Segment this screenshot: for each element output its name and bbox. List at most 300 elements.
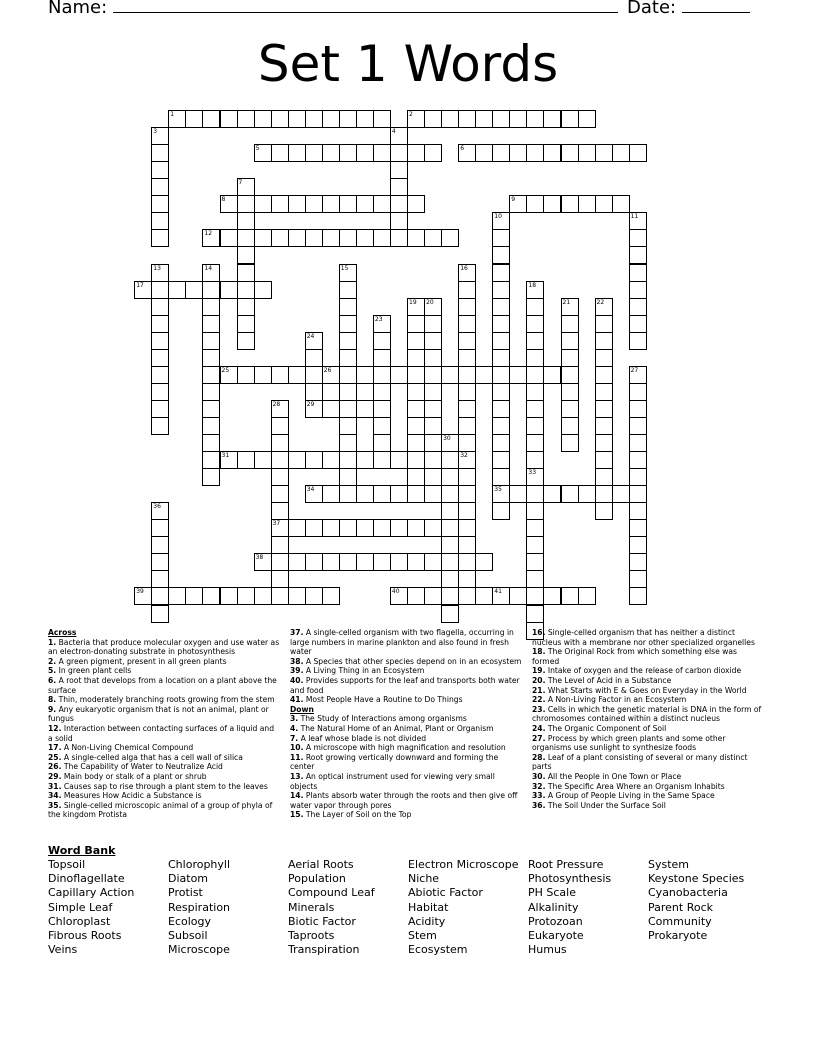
grid-cell[interactable] <box>629 246 647 264</box>
grid-cell[interactable] <box>339 298 357 316</box>
grid-cell[interactable] <box>561 110 579 128</box>
grid-cell[interactable] <box>373 519 391 537</box>
grid-cell[interactable] <box>526 110 544 128</box>
grid-cell[interactable] <box>526 400 544 418</box>
grid-cell[interactable] <box>612 195 630 213</box>
grid-cell[interactable] <box>458 519 476 537</box>
grid-cell[interactable] <box>526 144 544 162</box>
grid-cell[interactable] <box>458 281 476 299</box>
grid-cell[interactable] <box>441 536 459 554</box>
grid-cell[interactable] <box>237 332 255 350</box>
grid-cell[interactable] <box>612 485 630 503</box>
grid-cell[interactable] <box>220 110 238 128</box>
grid-cell[interactable] <box>492 144 510 162</box>
grid-cell[interactable] <box>305 383 323 401</box>
grid-cell[interactable] <box>373 366 391 384</box>
grid-cell[interactable] <box>629 298 647 316</box>
grid-cell[interactable] <box>390 178 408 196</box>
grid-cell[interactable] <box>356 553 374 571</box>
grid-cell[interactable] <box>441 502 459 520</box>
grid-cell[interactable] <box>424 383 442 401</box>
grid-cell[interactable] <box>202 332 220 350</box>
grid-cell[interactable] <box>629 315 647 333</box>
grid-cell[interactable] <box>322 144 340 162</box>
grid-cell[interactable] <box>629 536 647 554</box>
grid-cell[interactable] <box>492 451 510 469</box>
grid-cell[interactable] <box>373 383 391 401</box>
grid-cell[interactable] <box>373 451 391 469</box>
grid-cell[interactable] <box>629 570 647 588</box>
grid-cell[interactable] <box>202 349 220 367</box>
grid-cell[interactable] <box>407 315 425 333</box>
grid-cell[interactable] <box>475 366 493 384</box>
grid-cell[interactable] <box>509 485 527 503</box>
grid-cell[interactable] <box>322 195 340 213</box>
grid-cell[interactable] <box>509 144 527 162</box>
grid-cell[interactable] <box>441 110 459 128</box>
grid-cell[interactable] <box>595 434 613 452</box>
grid-cell[interactable] <box>271 434 289 452</box>
grid-cell[interactable] <box>339 434 357 452</box>
grid-cell[interactable] <box>254 587 272 605</box>
grid-cell[interactable] <box>322 553 340 571</box>
grid-cell[interactable] <box>492 434 510 452</box>
grid-cell[interactable] <box>271 195 289 213</box>
grid-cell[interactable] <box>526 451 544 469</box>
grid-cell[interactable] <box>339 553 357 571</box>
grid-cell[interactable] <box>509 366 527 384</box>
grid-cell[interactable] <box>185 587 203 605</box>
grid-cell[interactable] <box>424 110 442 128</box>
grid-cell[interactable] <box>151 212 169 230</box>
grid-cell[interactable] <box>151 332 169 350</box>
grid-cell[interactable] <box>288 110 306 128</box>
grid-cell[interactable] <box>305 519 323 537</box>
grid-cell[interactable] <box>458 587 476 605</box>
grid-cell[interactable] <box>458 434 476 452</box>
grid-cell[interactable] <box>220 587 238 605</box>
grid-cell[interactable] <box>288 553 306 571</box>
grid-cell[interactable] <box>407 434 425 452</box>
grid-cell[interactable] <box>390 212 408 230</box>
grid-cell[interactable] <box>168 281 186 299</box>
grid-cell[interactable] <box>561 366 579 384</box>
grid-cell[interactable] <box>492 383 510 401</box>
grid-cell[interactable] <box>492 332 510 350</box>
grid-cell[interactable] <box>526 485 544 503</box>
grid-cell[interactable] <box>390 144 408 162</box>
grid-cell[interactable] <box>356 110 374 128</box>
grid-cell[interactable] <box>492 281 510 299</box>
grid-cell[interactable] <box>202 110 220 128</box>
grid-cell[interactable] <box>612 144 630 162</box>
grid-cell[interactable] <box>339 315 357 333</box>
grid-cell[interactable] <box>407 417 425 435</box>
grid-cell[interactable] <box>526 434 544 452</box>
grid-cell[interactable] <box>629 502 647 520</box>
grid-cell[interactable] <box>458 298 476 316</box>
grid-cell[interactable] <box>322 229 340 247</box>
grid-cell[interactable] <box>629 485 647 503</box>
grid-cell[interactable] <box>151 315 169 333</box>
grid-cell[interactable] <box>305 349 323 367</box>
grid-cell[interactable] <box>305 553 323 571</box>
grid-cell[interactable] <box>271 553 289 571</box>
grid-cell[interactable] <box>373 400 391 418</box>
grid-cell[interactable] <box>237 281 255 299</box>
grid-cell[interactable] <box>288 195 306 213</box>
grid-cell[interactable] <box>339 110 357 128</box>
grid-cell[interactable] <box>151 536 169 554</box>
grid-cell[interactable] <box>629 144 647 162</box>
grid-cell[interactable] <box>407 195 425 213</box>
grid-cell[interactable] <box>322 400 340 418</box>
grid-cell[interactable] <box>441 485 459 503</box>
grid-cell[interactable] <box>441 468 459 486</box>
grid-cell[interactable] <box>271 502 289 520</box>
grid-cell[interactable] <box>526 332 544 350</box>
grid-cell[interactable] <box>424 485 442 503</box>
grid-cell[interactable] <box>202 366 220 384</box>
grid-cell[interactable] <box>629 451 647 469</box>
grid-cell[interactable] <box>185 281 203 299</box>
grid-cell[interactable] <box>339 281 357 299</box>
grid-cell[interactable] <box>151 178 169 196</box>
grid-cell[interactable] <box>339 349 357 367</box>
grid-cell[interactable] <box>271 587 289 605</box>
grid-cell[interactable] <box>543 366 561 384</box>
grid-cell[interactable] <box>458 400 476 418</box>
grid-cell[interactable] <box>151 519 169 537</box>
grid-cell[interactable] <box>407 383 425 401</box>
grid-cell[interactable] <box>322 485 340 503</box>
grid-cell[interactable] <box>543 144 561 162</box>
grid-cell[interactable] <box>151 400 169 418</box>
grid-cell[interactable] <box>373 144 391 162</box>
grid-cell[interactable] <box>441 451 459 469</box>
grid-cell[interactable] <box>492 229 510 247</box>
grid-cell[interactable] <box>339 366 357 384</box>
grid-cell[interactable] <box>407 553 425 571</box>
grid-cell[interactable] <box>424 417 442 435</box>
grid-cell[interactable] <box>151 281 169 299</box>
grid-cell[interactable] <box>202 417 220 435</box>
grid-cell[interactable] <box>424 315 442 333</box>
grid-cell[interactable] <box>237 298 255 316</box>
grid-cell[interactable] <box>373 485 391 503</box>
grid-cell[interactable] <box>271 366 289 384</box>
grid-cell[interactable] <box>151 417 169 435</box>
grid-cell[interactable] <box>271 110 289 128</box>
grid-cell[interactable] <box>339 332 357 350</box>
grid-cell[interactable] <box>390 161 408 179</box>
grid-cell[interactable] <box>492 468 510 486</box>
grid-cell[interactable] <box>458 468 476 486</box>
grid-cell[interactable] <box>151 161 169 179</box>
grid-cell[interactable] <box>288 587 306 605</box>
grid-cell[interactable] <box>168 587 186 605</box>
grid-cell[interactable] <box>202 298 220 316</box>
grid-cell[interactable] <box>475 553 493 571</box>
grid-cell[interactable] <box>629 519 647 537</box>
grid-cell[interactable] <box>305 587 323 605</box>
grid-cell[interactable] <box>526 383 544 401</box>
grid-cell[interactable] <box>322 519 340 537</box>
grid-cell[interactable] <box>458 502 476 520</box>
grid-cell[interactable] <box>185 110 203 128</box>
grid-cell[interactable] <box>237 366 255 384</box>
grid-cell[interactable] <box>305 144 323 162</box>
grid-cell[interactable] <box>441 587 459 605</box>
grid-cell[interactable] <box>424 434 442 452</box>
grid-cell[interactable] <box>237 264 255 282</box>
grid-cell[interactable] <box>424 229 442 247</box>
grid-cell[interactable] <box>561 587 579 605</box>
grid-cell[interactable] <box>390 553 408 571</box>
grid-cell[interactable] <box>356 451 374 469</box>
grid-cell[interactable] <box>202 451 220 469</box>
grid-cell[interactable] <box>271 229 289 247</box>
grid-cell[interactable] <box>407 519 425 537</box>
grid-cell[interactable] <box>509 110 527 128</box>
grid-cell[interactable] <box>441 553 459 571</box>
grid-cell[interactable] <box>305 451 323 469</box>
grid-cell[interactable] <box>492 349 510 367</box>
grid-cell[interactable] <box>629 417 647 435</box>
grid-cell[interactable] <box>458 315 476 333</box>
grid-cell[interactable] <box>595 195 613 213</box>
grid-cell[interactable] <box>492 366 510 384</box>
grid-cell[interactable] <box>373 195 391 213</box>
grid-cell[interactable] <box>561 349 579 367</box>
grid-cell[interactable] <box>407 587 425 605</box>
grid-cell[interactable] <box>458 349 476 367</box>
grid-cell[interactable] <box>595 315 613 333</box>
grid-cell[interactable] <box>151 298 169 316</box>
grid-cell[interactable] <box>390 195 408 213</box>
grid-cell[interactable] <box>629 332 647 350</box>
grid-cell[interactable] <box>526 298 544 316</box>
grid-cell[interactable] <box>237 246 255 264</box>
grid-cell[interactable] <box>322 110 340 128</box>
grid-cell[interactable] <box>526 315 544 333</box>
grid-cell[interactable] <box>578 110 596 128</box>
grid-cell[interactable] <box>492 315 510 333</box>
grid-cell[interactable] <box>526 417 544 435</box>
grid-cell[interactable] <box>458 383 476 401</box>
grid-cell[interactable] <box>271 417 289 435</box>
grid-cell[interactable] <box>339 451 357 469</box>
grid-cell[interactable] <box>237 229 255 247</box>
grid-cell[interactable] <box>356 400 374 418</box>
grid-cell[interactable] <box>629 229 647 247</box>
grid-cell[interactable] <box>202 400 220 418</box>
grid-cell[interactable] <box>543 587 561 605</box>
grid-cell[interactable] <box>254 281 272 299</box>
grid-cell[interactable] <box>475 144 493 162</box>
grid-cell[interactable] <box>407 366 425 384</box>
grid-cell[interactable] <box>288 519 306 537</box>
grid-cell[interactable] <box>220 281 238 299</box>
grid-cell[interactable] <box>561 485 579 503</box>
grid-cell[interactable] <box>424 451 442 469</box>
grid-cell[interactable] <box>151 605 169 623</box>
grid-cell[interactable] <box>407 451 425 469</box>
grid-cell[interactable] <box>578 195 596 213</box>
grid-cell[interactable] <box>151 144 169 162</box>
grid-cell[interactable] <box>441 570 459 588</box>
grid-cell[interactable] <box>407 468 425 486</box>
grid-cell[interactable] <box>237 587 255 605</box>
grid-cell[interactable] <box>595 366 613 384</box>
grid-cell[interactable] <box>424 144 442 162</box>
grid-cell[interactable] <box>561 144 579 162</box>
grid-cell[interactable] <box>424 349 442 367</box>
grid-cell[interactable] <box>595 451 613 469</box>
grid-cell[interactable] <box>475 587 493 605</box>
grid-cell[interactable] <box>578 587 596 605</box>
grid-cell[interactable] <box>595 502 613 520</box>
grid-cell[interactable] <box>526 536 544 554</box>
grid-cell[interactable] <box>629 587 647 605</box>
grid-cell[interactable] <box>151 229 169 247</box>
grid-cell[interactable] <box>424 332 442 350</box>
grid-cell[interactable] <box>390 366 408 384</box>
grid-cell[interactable] <box>151 553 169 571</box>
grid-cell[interactable] <box>526 570 544 588</box>
grid-cell[interactable] <box>356 485 374 503</box>
grid-cell[interactable] <box>220 229 238 247</box>
grid-cell[interactable] <box>441 366 459 384</box>
grid-cell[interactable] <box>271 451 289 469</box>
grid-cell[interactable] <box>271 536 289 554</box>
grid-cell[interactable] <box>356 366 374 384</box>
grid-cell[interactable] <box>526 553 544 571</box>
grid-cell[interactable] <box>458 485 476 503</box>
grid-cell[interactable] <box>441 605 459 623</box>
grid-cell[interactable] <box>492 264 510 282</box>
grid-cell[interactable] <box>561 315 579 333</box>
grid-cell[interactable] <box>271 485 289 503</box>
grid-cell[interactable] <box>526 502 544 520</box>
grid-cell[interactable] <box>237 451 255 469</box>
grid-cell[interactable] <box>407 332 425 350</box>
grid-cell[interactable] <box>629 434 647 452</box>
grid-cell[interactable] <box>288 229 306 247</box>
grid-cell[interactable] <box>526 519 544 537</box>
grid-cell[interactable] <box>373 434 391 452</box>
grid-cell[interactable] <box>441 519 459 537</box>
grid-cell[interactable] <box>339 400 357 418</box>
grid-cell[interactable] <box>373 417 391 435</box>
grid-cell[interactable] <box>424 366 442 384</box>
grid-cell[interactable] <box>356 519 374 537</box>
grid-cell[interactable] <box>151 195 169 213</box>
grid-cell[interactable] <box>390 229 408 247</box>
grid-cell[interactable] <box>356 144 374 162</box>
grid-cell[interactable] <box>373 229 391 247</box>
grid-cell[interactable] <box>202 434 220 452</box>
grid-cell[interactable] <box>595 144 613 162</box>
grid-cell[interactable] <box>407 349 425 367</box>
grid-cell[interactable] <box>492 110 510 128</box>
grid-cell[interactable] <box>373 553 391 571</box>
grid-cell[interactable] <box>492 246 510 264</box>
grid-cell[interactable] <box>543 110 561 128</box>
grid-cell[interactable] <box>288 451 306 469</box>
grid-cell[interactable] <box>561 332 579 350</box>
grid-cell[interactable] <box>339 485 357 503</box>
grid-cell[interactable] <box>151 570 169 588</box>
grid-cell[interactable] <box>202 587 220 605</box>
grid-cell[interactable] <box>254 195 272 213</box>
grid-cell[interactable] <box>595 485 613 503</box>
grid-cell[interactable] <box>339 519 357 537</box>
grid-cell[interactable] <box>288 366 306 384</box>
grid-cell[interactable] <box>526 349 544 367</box>
grid-cell[interactable] <box>629 383 647 401</box>
grid-cell[interactable] <box>458 536 476 554</box>
grid-cell[interactable] <box>356 229 374 247</box>
grid-cell[interactable] <box>458 366 476 384</box>
grid-cell[interactable] <box>441 229 459 247</box>
grid-cell[interactable] <box>254 366 272 384</box>
grid-cell[interactable] <box>458 110 476 128</box>
grid-cell[interactable] <box>475 110 493 128</box>
grid-cell[interactable] <box>561 417 579 435</box>
grid-cell[interactable] <box>595 417 613 435</box>
grid-cell[interactable] <box>407 485 425 503</box>
grid-cell[interactable] <box>237 110 255 128</box>
grid-cell[interactable] <box>254 229 272 247</box>
grid-cell[interactable] <box>237 195 255 213</box>
grid-cell[interactable] <box>595 400 613 418</box>
grid-cell[interactable] <box>578 485 596 503</box>
grid-cell[interactable] <box>339 195 357 213</box>
grid-cell[interactable] <box>543 195 561 213</box>
grid-cell[interactable] <box>407 144 425 162</box>
grid-cell[interactable] <box>151 383 169 401</box>
grid-cell[interactable] <box>595 383 613 401</box>
grid-cell[interactable] <box>305 110 323 128</box>
grid-cell[interactable] <box>458 332 476 350</box>
grid-cell[interactable] <box>322 451 340 469</box>
grid-cell[interactable] <box>492 502 510 520</box>
grid-cell[interactable] <box>356 195 374 213</box>
grid-cell[interactable] <box>339 383 357 401</box>
grid-cell[interactable] <box>543 485 561 503</box>
grid-cell[interactable] <box>458 570 476 588</box>
grid-cell[interactable] <box>390 451 408 469</box>
grid-cell[interactable] <box>202 383 220 401</box>
grid-cell[interactable] <box>237 212 255 230</box>
grid-cell[interactable] <box>339 468 357 486</box>
grid-cell[interactable] <box>424 519 442 537</box>
grid-cell[interactable] <box>492 417 510 435</box>
grid-cell[interactable] <box>595 332 613 350</box>
grid-cell[interactable] <box>339 229 357 247</box>
grid-cell[interactable] <box>424 400 442 418</box>
grid-cell[interactable] <box>595 349 613 367</box>
grid-cell[interactable] <box>458 553 476 571</box>
grid-cell[interactable] <box>526 195 544 213</box>
grid-cell[interactable] <box>288 144 306 162</box>
grid-cell[interactable] <box>492 400 510 418</box>
grid-cell[interactable] <box>526 366 544 384</box>
grid-cell[interactable] <box>526 605 544 623</box>
grid-cell[interactable] <box>305 229 323 247</box>
grid-cell[interactable] <box>339 144 357 162</box>
